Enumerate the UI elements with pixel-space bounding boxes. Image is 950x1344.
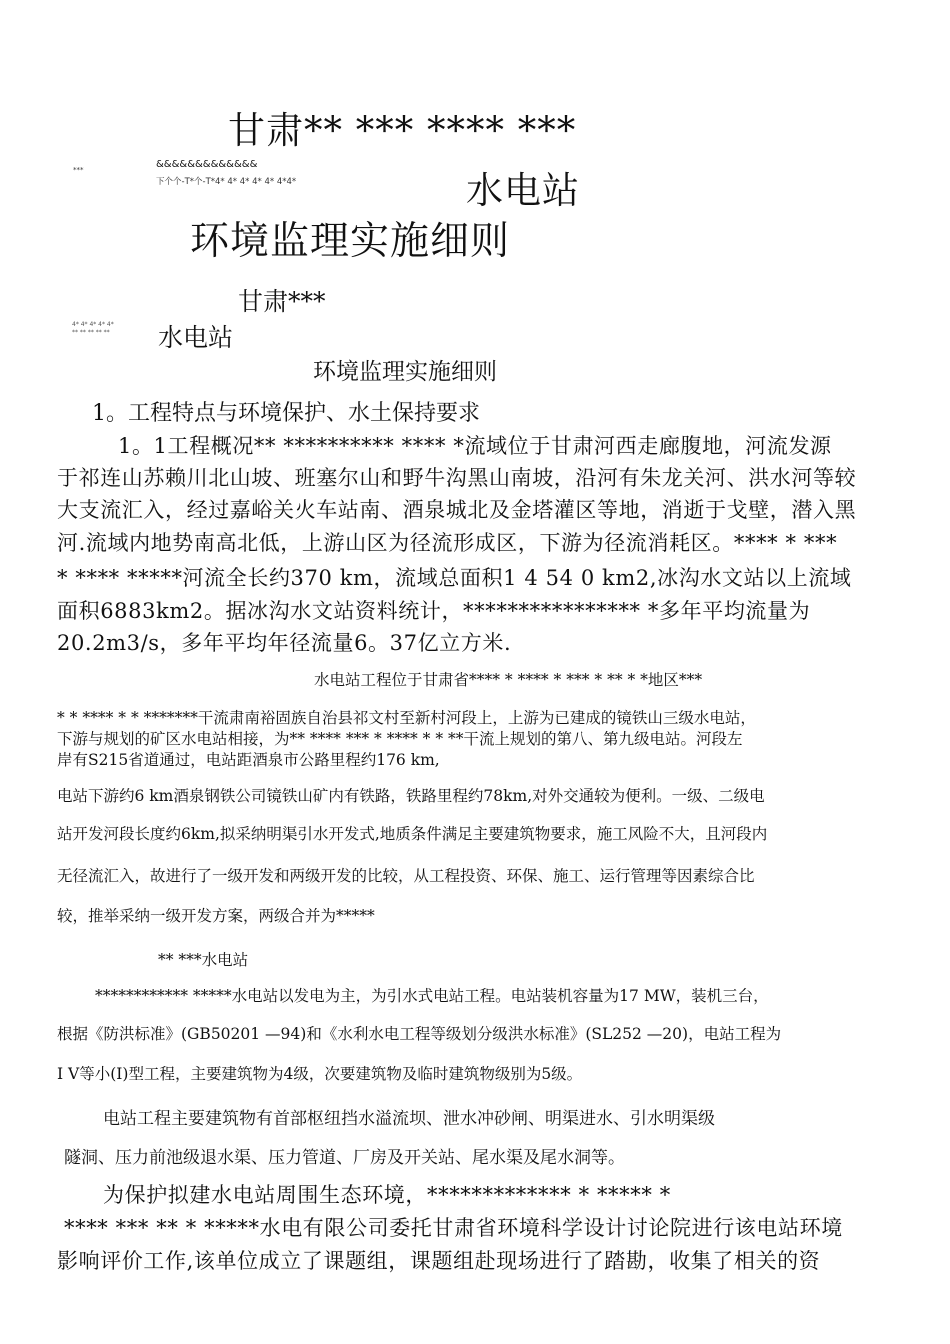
subtitle-line-2: 水电站	[158, 323, 234, 352]
p2-line: 岸有S215省道通过，电站距酒泉市公路里程约176 km,	[57, 751, 440, 769]
title-tiny-mark: ***	[73, 166, 84, 174]
p5-line: I V等小(I)型工程，主要建筑物为4级，次要建筑物及临时建筑物级别为5级。	[57, 1065, 583, 1083]
p7-line: **** *** ** * *****水电有限公司委托甘肃省环境科学设计讨论院进行该电站环境	[64, 1216, 843, 1240]
p2-head: 水电站工程位于甘肃省**** * **** * *** * ** * *地区***	[314, 671, 703, 689]
p1-line: 于祁连山苏赖川北山坡、班塞尔山和野牛沟黑山南坡，沿河有朱龙关河、洪水河等较	[57, 466, 857, 490]
p7-line: 影响评价工作,该单位成立了课题组，课题组赴现场进行了踏勘，收集了相关的资	[57, 1249, 821, 1273]
p3-line: 无径流汇入，故进行了一级开发和两级开发的比较，从工程投资、环保、施工、运行管理等因素综合比	[57, 867, 755, 885]
p1-line: 1。1工程概况** ********** **** *流域位于甘肃河西走廊腹地，河流发源	[118, 434, 832, 458]
p3-line: 电站下游约6 km酒泉钢铁公司镜铁山矿内有铁路，铁路里程约78km,对外交通较为便利。一级、二级电	[57, 787, 765, 805]
p2-line: * * **** * * *******干流肃南裕固族自治县祁文村至新村河段上，上游为已建成的镜铁山三级水电站，	[57, 709, 756, 727]
title-line-2: 水电站	[466, 169, 580, 212]
section-heading: 1。工程特点与环境保护、水土保持要求	[92, 401, 480, 426]
p5-line: ************ *****水电站以发电为主，为引水式电站工程。电站装机容量为17 MW，装机三台，	[95, 987, 769, 1005]
title-tiny-line: 下个个-T*个-T*4* 4* 4* 4* 4* 4*4*	[156, 177, 297, 187]
title-line-1: 甘肃** *** **** ***	[228, 109, 577, 152]
p1-line: 河.流域内地势南高北低，上游山区为径流形成区，下游为径流消耗区。**** * ***	[57, 531, 838, 555]
subtitle-line-3: 环境监理实施细则	[313, 359, 497, 385]
p1-line: * **** *****河流全长约370 km，流域总面积1 4 54 0 km2,冰沟水文站以上流域	[57, 566, 852, 590]
p4-station-name: ** ***水电站	[158, 951, 249, 969]
p5-line: 根据《防洪标准》(GB50201 —94)和《水利水电工程等级划分级洪水标准》(SL252 —20)，电站工程为	[57, 1025, 782, 1043]
subtitle-mark-a: 4* 4* 4* 4* 4*	[72, 321, 114, 328]
title-amp-line: &&&&&&&&&&&&&	[156, 159, 258, 170]
p1-line: 20.2m3/s，多年平均年径流量6。37亿立方米.	[57, 631, 512, 655]
p2-line: 下游与规划的矿区水电站相接，为** **** *** * **** * * **干流上规划的第八、第九级电站。河段左	[57, 730, 743, 748]
p1-line: 面积6883km2。据冰沟水文站资料统计，**************** *多年平均流量为	[57, 599, 811, 623]
p6-line: 隧洞、压力前池级退水渠、压力管道、厂房及开关站、尾水渠及尾水洞等。	[64, 1148, 625, 1168]
subtitle-line-1: 甘肃***	[238, 287, 326, 316]
title-line-3: 环境监理实施细则	[190, 219, 511, 264]
p1-line: 大支流汇入，经过嘉峪关火车站南、酒泉城北及金塔灌区等地，消逝于戈壁，潜入黑	[57, 498, 857, 522]
p3-line: 较，推举采纳一级开发方案，两级合并为*****	[57, 907, 375, 925]
p6-line: 电站工程主要建筑物有首部枢纽挡水溢流坝、泄水冲砂闸、明渠进水、引水明渠级	[103, 1109, 715, 1129]
subtitle-mark-b: ** ** ** ** **	[72, 329, 110, 336]
p7-line: 为保护拟建水电站周围生态环境，************* * ***** *	[103, 1183, 671, 1207]
p3-line: 站开发河段长度约6km,拟采纳明渠引水开发式,地质条件满足主要建筑物要求，施工风险不大，且河段内	[57, 825, 768, 843]
